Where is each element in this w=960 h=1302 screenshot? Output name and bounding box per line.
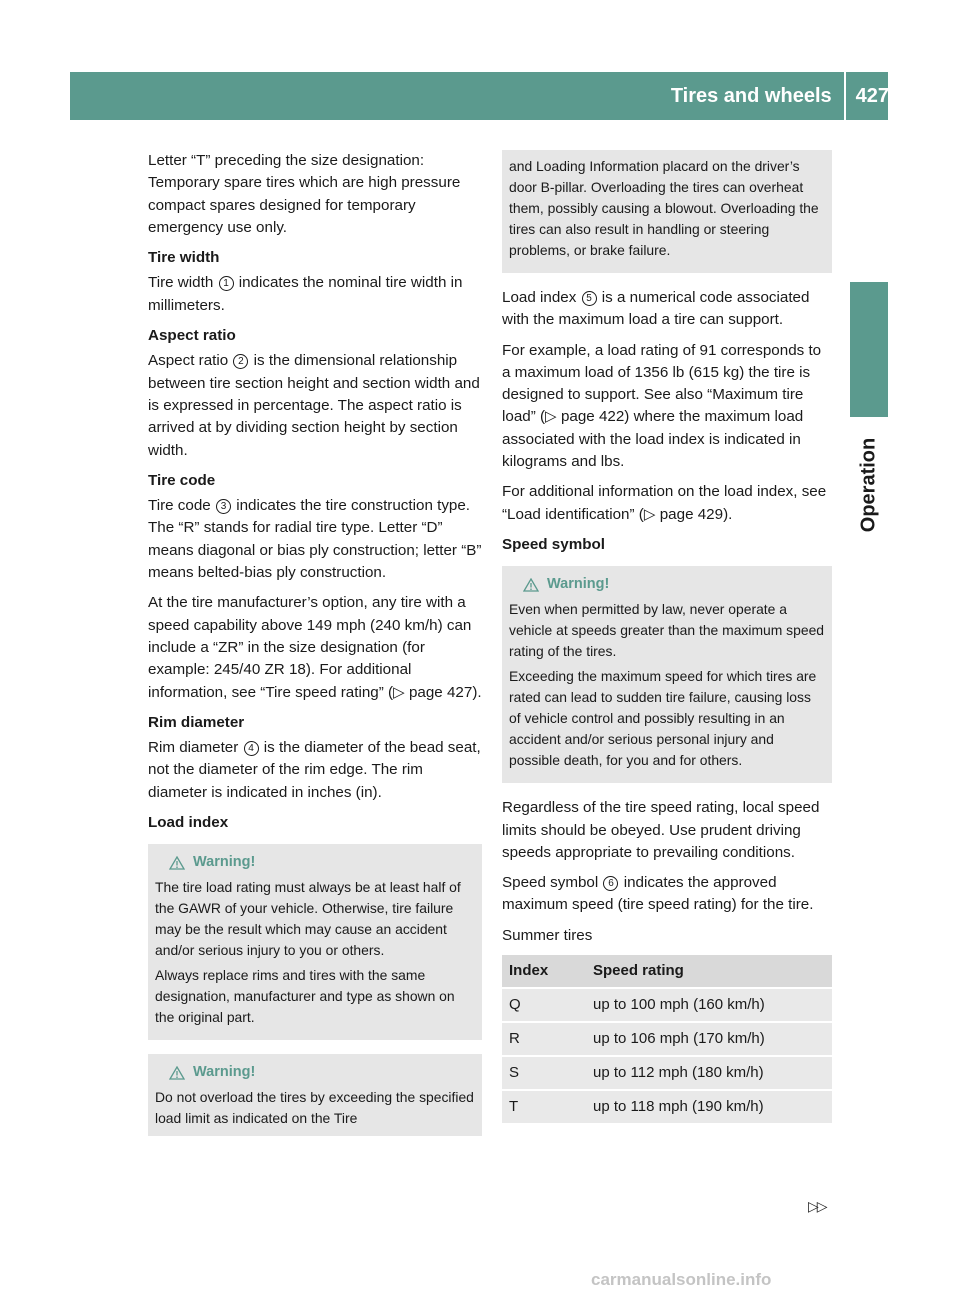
callout-1: 1	[219, 276, 234, 291]
heading-aspect-ratio: Aspect ratio	[148, 327, 236, 345]
heading-tire-width: Tire width	[148, 249, 220, 267]
column-header-index: Index	[502, 955, 586, 987]
intro-paragraph: Letter “T” preceding the size designation: Temporary spare tires which are high pressure compact spares designed for temporary emergency use only.	[148, 152, 461, 236]
column-header-speed-rating: Speed rating	[586, 955, 832, 987]
left-column	[148, 150, 482, 1150]
callout-6: 6	[603, 876, 618, 891]
callout-4: 4	[244, 741, 259, 756]
heading-rim-diameter: Rim diameter	[148, 713, 245, 731]
cell-index: S	[502, 1057, 586, 1089]
paragraph-load-example: For example, a load rating of 91 corresponds to a maximum load of 1356 lb (615 kg) the tire is designed to support. See also “Maximum tire load” (▷ page 422) where the maximum load associated with the load index is indicated in kilograms and lbs.	[502, 341, 822, 471]
heading-load-index: Load index	[148, 814, 229, 832]
side-tab	[850, 282, 888, 417]
table-row	[502, 1091, 832, 1123]
warning-text: Exceeding the maximum speed for which tires are rated can lead to sudden tire failure, causing loss of vehicle control and possibly resulting in an accident and/or serious personal injury and possible death, for you and for others.	[509, 668, 817, 769]
callout-2: 2	[233, 354, 248, 369]
side-tab-label-text: Operation	[857, 437, 880, 533]
warning-title: Warning!	[155, 1062, 476, 1083]
callout-3: 3	[216, 499, 231, 514]
warning-box-speed	[502, 566, 832, 783]
cell-speed-rating: up to 100 mph (160 km/h)	[586, 989, 832, 1021]
paragraph-tire-code-zr: At the tire manufacturer’s option, any tire with a speed capability above 149 mph (240 km/h) can include a “ZR” in the size designation (for example: 245/40 ZR 18). For additional information, see “Tire speed rating” (▷ page 427).	[148, 594, 482, 701]
warning-text: Do not overload the tires by exceeding the specified load limit as indicated on the Tire	[155, 1089, 474, 1127]
cell-index: Q	[502, 989, 586, 1021]
paragraph-load-index: Load index 5 is a numerical code associated with the maximum load a tire can support.	[502, 289, 810, 329]
cell-speed-rating: up to 118 mph (190 km/h)	[586, 1091, 832, 1123]
paragraph-load-more: For additional information on the load index, see “Load identification” (▷ page 429).	[502, 483, 827, 523]
warning-box-overload-continued	[502, 150, 832, 273]
label-summer-tires: Summer tires	[502, 926, 593, 944]
table-header-row	[502, 955, 832, 987]
page-number: 427	[855, 85, 889, 107]
side-tab-label	[852, 425, 886, 545]
warning-text: Even when permitted by law, never operate a vehicle at speeds greater than the maximum speed rating of the tires.	[509, 601, 825, 660]
callout-5: 5	[582, 291, 597, 306]
right-column	[502, 150, 832, 1125]
table-row	[502, 1023, 832, 1055]
paragraph-tire-width: Tire width 1 indicates the nominal tire width in millimeters.	[148, 274, 463, 314]
cell-speed-rating: up to 112 mph (180 km/h)	[586, 1057, 832, 1089]
heading-speed-symbol: Speed symbol	[502, 535, 605, 553]
warning-triangle-icon	[169, 856, 185, 870]
warning-text: Always replace rims and tires with the same designation, manufacturer and type as shown on the original part.	[155, 967, 455, 1026]
header	[671, 72, 889, 120]
warning-box-load	[148, 844, 482, 1040]
speed-rating-table	[502, 953, 832, 1125]
continued-marker: ▷▷	[808, 1198, 826, 1214]
paragraph-tire-code: Tire code 3 indicates the tire construction type. The “R” stands for radial tire type. Letter “D” means diagonal or bias ply construction; letter “B” means belted-bias ply construction.	[148, 497, 482, 582]
paragraph-aspect-ratio: Aspect ratio 2 is the dimensional relationship between tire section height and section width and is expressed in percentage. The aspect ratio is arrived at by dividing section height by section width.	[148, 352, 480, 459]
cell-index: R	[502, 1023, 586, 1055]
table-row	[502, 1057, 832, 1089]
warning-text: and Loading Information placard on the driver’s door B-pillar. Overloading the tires can overheat them, possibly causing a blowout. Overloading the tires can also result in handling or steering problems, or brake failure.	[509, 158, 819, 258]
warning-triangle-icon	[169, 1066, 185, 1080]
heading-tire-code: Tire code	[148, 471, 216, 489]
paragraph-rim-diameter: Rim diameter 4 is the diameter of the bead seat, not the diameter of the rim edge. The rim diameter is indicated in inches (in).	[148, 739, 481, 801]
warning-triangle-icon	[523, 578, 539, 592]
warning-title: Warning!	[155, 852, 476, 873]
warning-box-overload	[148, 1054, 482, 1136]
paragraph-speed-symbol: Speed symbol 6 indicates the approved maximum speed (tire speed rating) for the tire.	[502, 874, 814, 914]
warning-title: Warning!	[509, 574, 826, 595]
table-row	[502, 989, 832, 1021]
cell-speed-rating: up to 106 mph (170 km/h)	[586, 1023, 832, 1055]
paragraph-speed-limits: Regardless of the tire speed rating, local speed limits should be obeyed. Use prudent driving speeds appropriate to prevailing conditions.	[502, 799, 820, 861]
section-title: Tires and wheels	[670, 85, 832, 107]
watermark: carmanualsonline.info	[591, 1270, 772, 1289]
header-divider	[844, 72, 846, 120]
warning-text: The tire load rating must always be at least half of the GAWR of your vehicle. Otherwise, tire failure may be the result which may cause an accident and/or serious injury to you or others.	[155, 879, 461, 959]
cell-index: T	[502, 1091, 586, 1123]
